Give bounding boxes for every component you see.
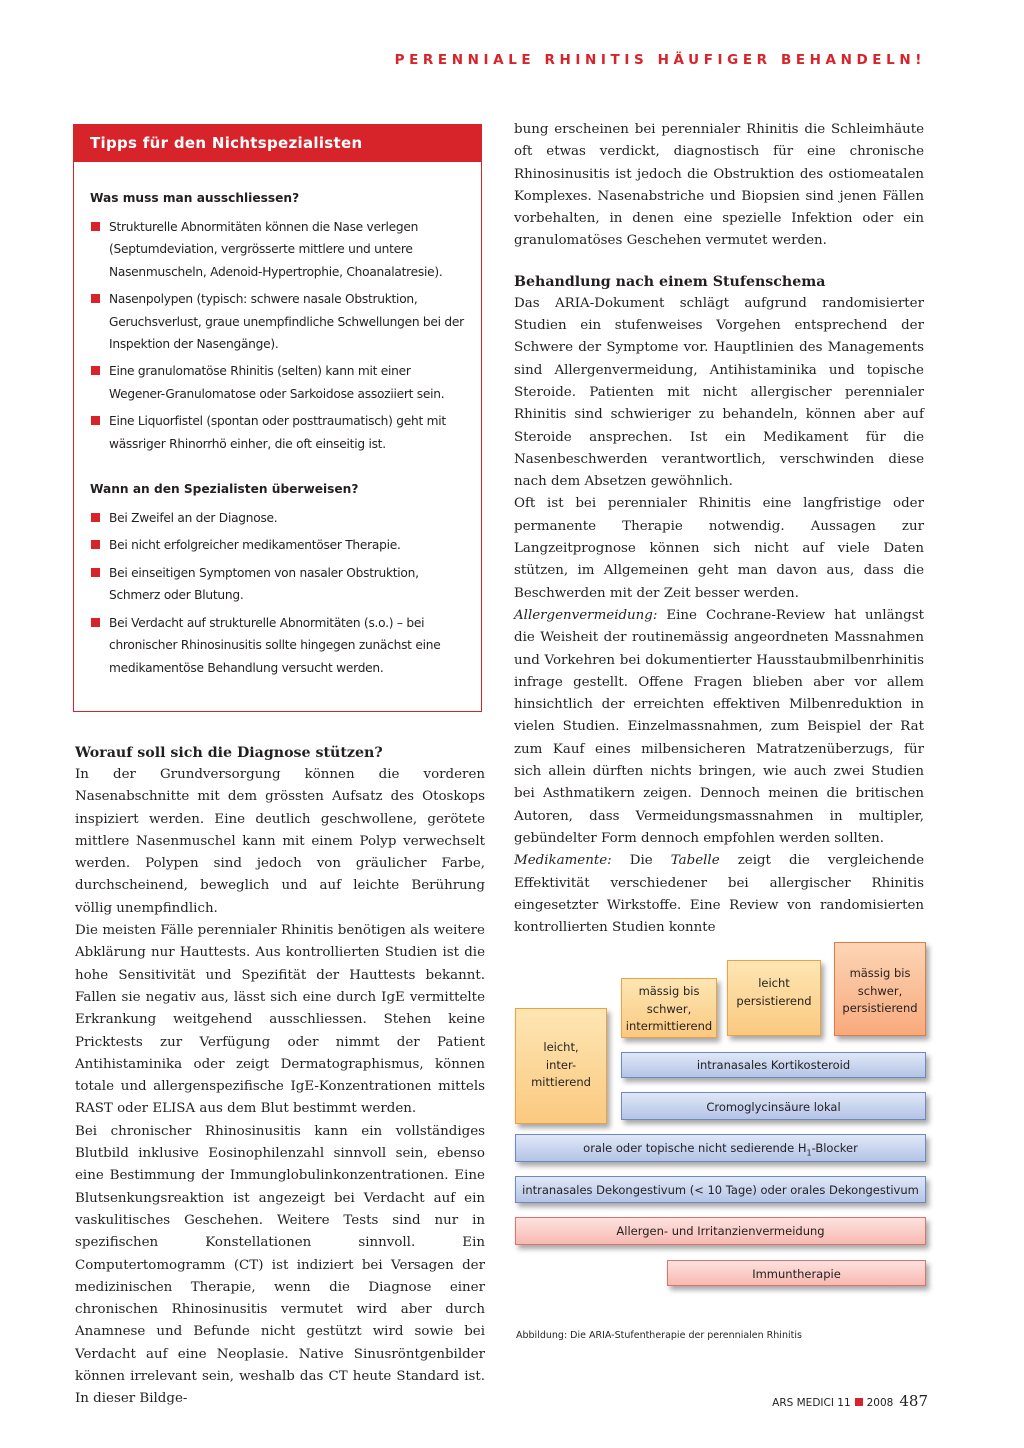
- running-head: PERENNIALE RHINITIS HÄUFIGER BEHANDELN!: [394, 52, 926, 68]
- bullet-square-icon: [91, 366, 100, 375]
- bullet-square-icon: [91, 416, 100, 425]
- tip-item: Eine Liquorfistel (spontan oder posttraumatisch) geht mit wässriger Rhinorrhö einher, die oft einseitig ist.: [90, 410, 469, 455]
- severity-box-maessig-intermittierend: mässig bis schwer, intermittierend: [621, 978, 717, 1038]
- tip-box-title: Tipps für den Nichtspezialisten: [74, 125, 481, 162]
- section-heading-behandlung: Behandlung nach einem Stufenschema: [514, 273, 826, 290]
- tip-item: Bei Verdacht auf strukturelle Abnormitäten (s.o.) – bei chronischer Rhinosinusitis sollte hingegen zunächst eine medikamentöse Behandlung versucht werden.: [90, 612, 469, 679]
- tip-item: Nasenpolypen (typisch: schwere nasale Obstruktion, Geruchsverlust, graue unempfindliche Schwellungen bei der Inspektion der Nasengänge).: [90, 288, 469, 355]
- journal-year: 2008: [866, 1397, 894, 1409]
- aria-stepped-therapy-diagram: [514, 940, 928, 1292]
- tip-section2-list: [90, 507, 469, 679]
- paragraph: Medikamente: Die Tabelle zeigt die vergleichende Effektivität verschiedener bei allergischer Rhinitis eingesetzter Wirkstoffe. Eine Review von randomisierten kontrollierten Studien konnte: [514, 853, 924, 936]
- severity-box-leicht-persistierend: leicht persistierend: [727, 960, 821, 1036]
- journal-name: ARS MEDICI 11: [772, 1397, 851, 1409]
- paragraph: Oft ist bei perennialer Rhinitis eine langfristige oder permanente Therapie notwendig. Aussagen zur Langzeitprognose können sich nicht auf viele Daten stützen, im Allgemeinen geht man davon aus, dass die Beschwerden mit der Zeit besser werden.: [514, 496, 924, 601]
- therapy-cromoglycinsaeure: Cromoglycinsäure lokal: [621, 1092, 926, 1120]
- paragraph: Das ARIA-Dokument schlägt aufgrund randomisierter Studien ein stufenweises Vorgehen entsprechend der Schwere der Symptome vor. Hauptlinien des Managements sind Allergenvermeidung, Antihistaminika und topische Steroide. Patienten mit nicht allergischer perennialer Rhinitis sind schwieriger zu behandeln, können aber auf Steroide ansprechen. Ist ein Medikament für die Nasenbeschwerden verantwortlich, verschwinden diese nach dem Absetzen gewöhnlich.: [514, 295, 924, 490]
- tip-item: Bei einseitigen Symptomen von nasaler Obstruktion, Schmerz oder Blutung.: [90, 562, 469, 607]
- body-column-right: [514, 119, 924, 939]
- page-number: 487: [899, 1392, 928, 1410]
- tip-item: Strukturelle Abnormitäten können die Nase verlegen (Septumdeviation, vergrösserte mittlere und untere Nasenmuscheln, Adenoid-Hypertrophie, Choanalatresie).: [90, 216, 469, 283]
- run-in-lead: Medikamente:: [514, 853, 612, 869]
- therapy-allergenvermeidung: Allergen- und Irritanzienvermeidung: [515, 1217, 926, 1245]
- bullet-square-icon: [91, 618, 100, 627]
- tip-item: Eine granulomatöse Rhinitis (selten) kann mit einer Wegener-Granulomatose oder Sarkoidose assoziiert sein.: [90, 360, 469, 405]
- therapy-h1-blocker: orale oder topische nicht sedierende $H_1$-Blocker: [515, 1134, 926, 1162]
- section-heading-diagnose: Worauf soll sich die Diagnose stützen?: [75, 745, 383, 761]
- tip-section1-list: [90, 216, 469, 455]
- therapy-immuntherapie: Immuntherapie: [667, 1260, 926, 1286]
- tip-section1-heading: Was muss man ausschliessen?: [90, 191, 300, 205]
- bullet-square-icon: [91, 540, 100, 549]
- tip-section2-heading: Wann an den Spezialisten überweisen?: [90, 482, 359, 497]
- paragraph: In der Grundversorgung können die vorderen Nasenabschnitte mit dem grössten Aufsatz des Otoskops inspiziert werden. Eine deutlich geschwollene, gerötete mittlere Nasenmuschel kann mit einem Polyp verwechselt werden. Polypen sind jedoch von gräulicher Farbe, durchscheinend, beweglich und auf leichte Berührung völlig unempfindlich.: [75, 767, 485, 916]
- severity-box-maessig-persistierend: mässig bis schwer, persistierend: [834, 942, 926, 1036]
- tip-item: Bei nicht erfolgreicher medikamentöser Therapie.: [90, 534, 469, 556]
- bullet-square-icon: [91, 222, 100, 231]
- page-footer: [772, 1392, 928, 1410]
- tip-item: Bei Zweifel an der Diagnose.: [90, 507, 469, 529]
- figure-caption: Abbildung: Die ARIA-Stufentherapie der perennialen Rhinitis: [516, 1330, 802, 1341]
- paragraph: Bei chronischer Rhinosinusitis kann ein vollständiges Blutbild inklusive Eosinophilenzahl sinnvoll sein, ebenso eine Bestimmung der Immunglobulinkonzentrationen. Eine Blutsenkungsreaktion ist angezeigt bei Verdacht auf ein vaskulitisches Geschehen. Weitere Tests sind nur in spezifischen Konstellationen sinnvoll. Ein Computertomogramm (CT) ist indiziert bei Versagen der medizinischen Therapie, wenn die Diagnose einer chronischen Rhinosinusitis vermutet wird aber durch Anamnese und Befunde nicht gestützt wird sowie bei Verdacht auf eine Neoplasie. Native Sinusröntgenbilder können irrelevant sein, weshalb das CT heute Standard ist. In dieser Bildge-: [75, 1123, 485, 1407]
- severity-box-leicht-intermittierend: leicht, inter- mittierend: [515, 1008, 607, 1124]
- paragraph: bung erscheinen bei perennialer Rhinitis die Schleimhäute oft etwas verdickt, diagnostisch für eine chronische Rhinosinusitis ist jedoch die Obstruktion des ostiomeatalen Komplexes. Nasenabstriche und Biopsien sind jenen Fällen vorbehalten, in denen eine spezielle Infektion oder ein granulomatöses Geschehen vermutet werden.: [514, 122, 924, 249]
- footer-square-icon: [855, 1398, 863, 1406]
- run-in-lead: Allergenvermeidung:: [514, 607, 658, 623]
- body-column-left: [75, 742, 485, 1411]
- therapy-kortikosteroid: intranasales Kortikosteroid: [621, 1052, 926, 1078]
- bullet-square-icon: [91, 294, 100, 303]
- bullet-square-icon: [91, 568, 100, 577]
- paragraph: Allergenvermeidung: Eine Cochrane-Review hat unlängst die Weisheit der routinemässig angeordneten Massnahmen und Vorkehren bei dokumentierter Hausstaubmilbenrhinitis infrage gestellt. Offene Fragen blieben aber vor allem hinsichtlich der erreichten effektiven Milbenreduktion in vielen Studien. Einzelmassnahmen, zum Beispiel der Rat zum Kauf eines milbensicheren Matratzenüberzugs, für sich allein dürften nichts bringen, wie auch zwei Studien bei Asthmatikern zeigen. Dennoch meinen die britischen Autoren, dass Vermeidungsmassnahmen in multipler, gebündelter Form dennoch empfohlen werden sollten.: [514, 607, 924, 846]
- therapy-dekongestivum: intranasales Dekongestivum (< 10 Tage) oder orales Dekongestivum: [515, 1176, 926, 1203]
- bullet-square-icon: [91, 513, 100, 522]
- tip-box: [73, 124, 482, 712]
- paragraph: Die meisten Fälle perennialer Rhinitis benötigen als weitere Abklärung nur Hauttests. Aus kontrollierten Studien ist die hohe Sensitivität und Spezifität der Hauttests bekannt. Fallen sie negativ aus, lässt sich eine durch IgE vermittelte Erkrankung weitgehend ausschliessen. Stehen keine Pricktests zur Verfügung oder nimmt der Patient Antihistaminika oder zeigt Dermatographismus, können totale und allergenspezifische IgE-Konzentrationen mittels RAST oder ELISA aus dem Blut bestimmt werden.: [75, 923, 485, 1117]
